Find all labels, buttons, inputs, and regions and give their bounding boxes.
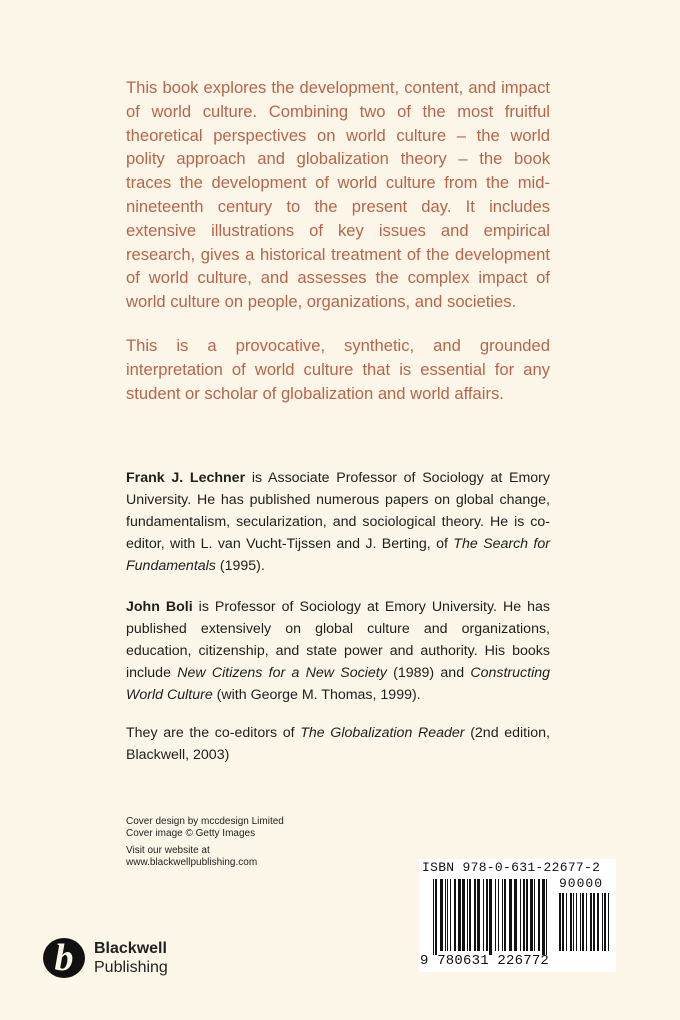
barcode-bar (486, 879, 488, 951)
publisher-name-line-2: Publishing (94, 959, 168, 976)
price-addon-code: 90000 (559, 876, 604, 891)
barcode-bar (580, 893, 581, 951)
description-paragraph-1: This book explores the development, content, and impact of world culture. Combining two of the most fruitful theoretical perspectives on world culture – the world polity approach and globalization theory – the book traces the development of world culture from the mid-nineteenth century to the present day. It includes extensive illustrations of key issues and empirical research, gives a historical treatment of the development of world culture, and assesses the complex impact of world culture on people, organizations, and societies. (126, 78, 550, 312)
barcode-bar (608, 893, 609, 951)
co-editors-text: They are the co-editors of (126, 725, 301, 741)
barcode-bar (582, 893, 584, 951)
barcode-bar (597, 893, 599, 951)
ean-number: 9 780631 226772 (420, 953, 550, 969)
barcode-bar (504, 879, 506, 951)
publisher-name-line-1: Blackwell (94, 940, 167, 957)
barcode-bar (590, 893, 592, 951)
barcode-bar (469, 879, 471, 951)
boli-name: John Boli (126, 599, 193, 615)
website-label: Visit our website at (126, 844, 210, 856)
boli-book-title-1: New Citizens for a New Society (177, 665, 387, 681)
barcode-bar (447, 879, 448, 951)
boli-book-title-2: Constructing World Culture (126, 665, 551, 703)
barcode-bar (593, 893, 595, 951)
publisher-name (94, 939, 168, 977)
blackwell-b-icon (42, 936, 88, 980)
isbn-barcode (419, 859, 616, 972)
barcode-bar (477, 879, 480, 951)
co-editors-edition: (2nd edition, Blackwell, 2003) (126, 725, 550, 763)
barcode-bar (542, 879, 545, 955)
barcode-bar (520, 879, 521, 951)
barcode-bar (530, 879, 533, 951)
barcode-bar (538, 879, 540, 951)
lechner-bio-year: (1995). (215, 558, 265, 574)
barcode-bar (526, 879, 528, 951)
co-editors-note (126, 722, 550, 766)
publisher-logo (42, 936, 192, 980)
barcode-bar (445, 879, 446, 951)
book-description (126, 76, 550, 405)
barcode-bar (559, 893, 561, 951)
barcode-bar (576, 893, 577, 951)
barcode-bar (458, 879, 461, 951)
barcode-bar (433, 879, 434, 955)
boli-bio (126, 596, 550, 706)
logo-letter: b (54, 937, 74, 979)
barcode-bar (462, 879, 465, 951)
cover-design-credit: Cover design by mccdesign Limited (126, 816, 284, 827)
barcode-bar (440, 879, 443, 951)
barcode-bar (546, 879, 547, 955)
barcode-bar (602, 893, 603, 951)
barcode-bar (474, 879, 476, 951)
barcode-bar (467, 879, 468, 951)
boli-bio-text-2: (1989) and (386, 665, 471, 681)
barcode-bar (573, 893, 574, 951)
barcode-bar (534, 879, 535, 951)
barcode-bar (562, 893, 564, 951)
lechner-name: Frank J. Lechner (126, 470, 246, 486)
barcode-bar (502, 879, 503, 951)
barcode-bar (509, 879, 512, 951)
lechner-bio-text: is Associate Professor of Sociology at Emory University. He has published numerous papers on global change, fundamentalism, secularization, and sociological theory. He is co-editor, with L. van Vucht-Tijssen and J. Berting, of (126, 470, 551, 552)
barcode-bar (454, 879, 456, 951)
co-editors-book-title: The Globalization Reader (300, 725, 465, 741)
description-paragraph-2: This is a provocative, synthetic, and grounded interpretation of world culture that is essential for any student or scholar of globalization and world affairs. (126, 335, 550, 403)
barcode-bar (498, 879, 499, 951)
website-url[interactable]: www.blackwellpublishing.com (126, 857, 258, 869)
boli-bio-text: is Professor of Sociology at Emory University. He has published extensively on global culture and organizations, education, citizenship, and state power and authority. His books include (126, 599, 550, 681)
barcode-bar (604, 893, 606, 951)
barcode-bar (495, 879, 496, 951)
boli-bio-text-3: (with George M. Thomas, 1999). (212, 687, 421, 703)
lechner-book-title: The Search for Fundamentals (126, 536, 550, 574)
barcode-bar (566, 893, 567, 951)
isbn-number: ISBN 978-0-631-22677-2 (422, 860, 601, 875)
cover-image-credit: Cover image © Getty Images (126, 828, 256, 840)
barcode-bar (489, 879, 492, 955)
barcode-bar (514, 879, 517, 951)
barcode-bar (435, 879, 437, 955)
barcode-bar (523, 879, 525, 951)
barcode-bar (586, 893, 587, 951)
barcode-bar (570, 893, 572, 951)
barcode-bar (450, 879, 451, 951)
barcode-bar (483, 879, 484, 951)
lechner-bio (126, 467, 550, 577)
cover-credits (126, 816, 386, 870)
